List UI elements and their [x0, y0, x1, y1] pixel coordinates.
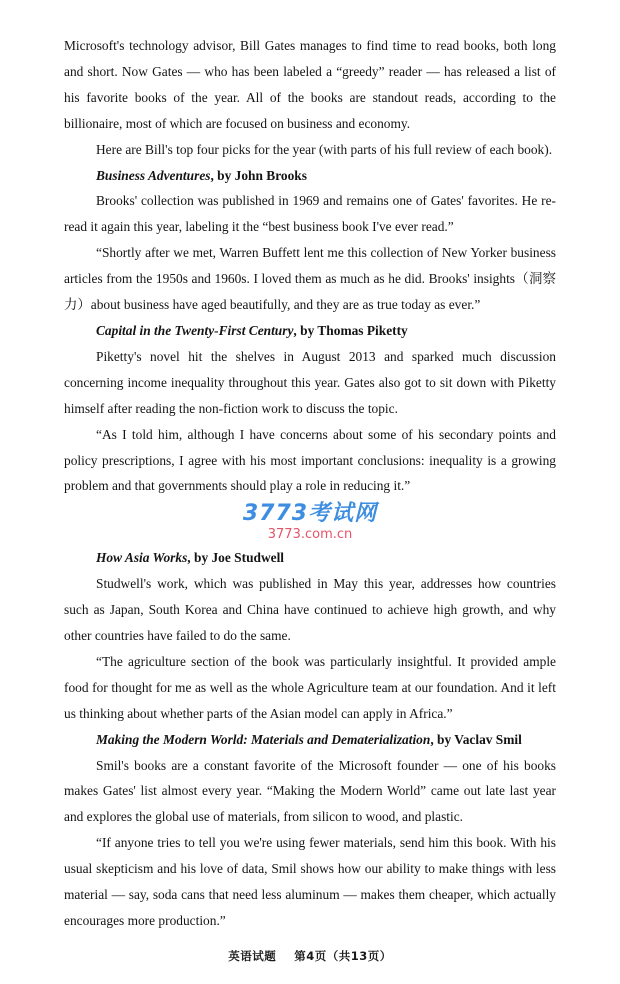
- paragraph-piketty-quote: “As I told him, although I have concerns about some of his secondary points and policy prescriptions, I agree with his most important conclusions: inequality is a growing problem and that governments should play a role in reducing it.”: [64, 426, 556, 494]
- book-title: Making the Modern World: Materials and Dematerialization: [96, 731, 431, 747]
- book-heading-capital: [64, 318, 556, 344]
- paragraph-piketty-summary: Piketty's novel hit the shelves in August 2013 and sparked much discussion concerning income inequality throughout this year. Gates also got to sit down with Piketty himself after reading the non-fiction work to discuss the topic.: [64, 348, 556, 416]
- paragraph-picks-intro: Here are Bill's top four picks for the year (with parts of his full review of each book).: [96, 141, 553, 157]
- footer-spacer: [281, 949, 290, 963]
- paragraph-intro: Microsoft's technology advisor, Bill Gates manages to find time to read books, both long and short. Now Gates — who has been labeled a “greedy” reader — has released a list of his favorite books of the year. All of the books are standout reads, according to the billionaire, most of which are focused on business and economy.: [64, 38, 556, 131]
- book-title: Business Adventures: [96, 167, 211, 183]
- paragraph-brooks-quote: “Shortly after we met, Warren Buffett lent me this collection of New Yorker business articles from the 1950s and 1960s. I loved them as much as he did. Brooks' insights（洞察力）about business have aged beautifully, and they are as true today as ever.”: [64, 245, 556, 313]
- book-title: Capital in the Twenty-First Century: [96, 322, 294, 338]
- watermark-url: 3773.com.cn: [267, 527, 353, 543]
- paragraph-smil-summary: Smil's books are a constant favorite of the Microsoft founder — one of his books makes Gates' list almost every year. “Making the Modern World” came out late last year and explores the global use of materials, from silicon to wood, and plastic.: [64, 757, 556, 825]
- page-footer: [0, 948, 620, 984]
- book-author: , by Joe Studwell: [187, 550, 285, 566]
- book-heading-how-asia-works: [64, 545, 556, 571]
- footer-exam-label: 英语试题: [228, 948, 277, 963]
- book-author: , by John Brooks: [210, 167, 307, 183]
- document-body: [64, 0, 556, 934]
- book-author: , by Vaclav Smil: [430, 731, 522, 747]
- book-heading-business-adventures: [64, 163, 556, 189]
- book-title: How Asia Works: [96, 550, 188, 566]
- paragraph-smil-quote: “If anyone tries to tell you we're using fewer materials, send him this book. With his usual skepticism and his love of data, Smil shows how our ability to make things with less material — say, soda cans that need less aluminum — makes them cheaper, which actually encourages more production.”: [64, 835, 556, 928]
- watermark: [64, 499, 556, 545]
- footer-page-number: 第4页（共13页）: [294, 948, 392, 963]
- book-heading-modern-world: [64, 727, 556, 753]
- paragraph-studwell-summary: Studwell's work, which was published in May this year, addresses how countries such as Japan, South Korea and China have continued to achieve high growth, and why other countries have failed to do the same.: [64, 576, 556, 644]
- paragraph-brooks-summary: Brooks' collection was published in 1969 and remains one of Gates' favorites. He re-read it again this year, labeling it the “best business book I've ever read.”: [64, 193, 556, 235]
- watermark-logo-text: 3773考试网: [242, 501, 378, 527]
- book-author: , by Thomas Piketty: [293, 322, 408, 338]
- paragraph-studwell-quote: “The agriculture section of the book was particularly insightful. It provided ample food for thought for me as well as the whole Agriculture team at our foundation. And it left us thinking about whether parts of the Asian model can apply in Africa.”: [64, 653, 556, 721]
